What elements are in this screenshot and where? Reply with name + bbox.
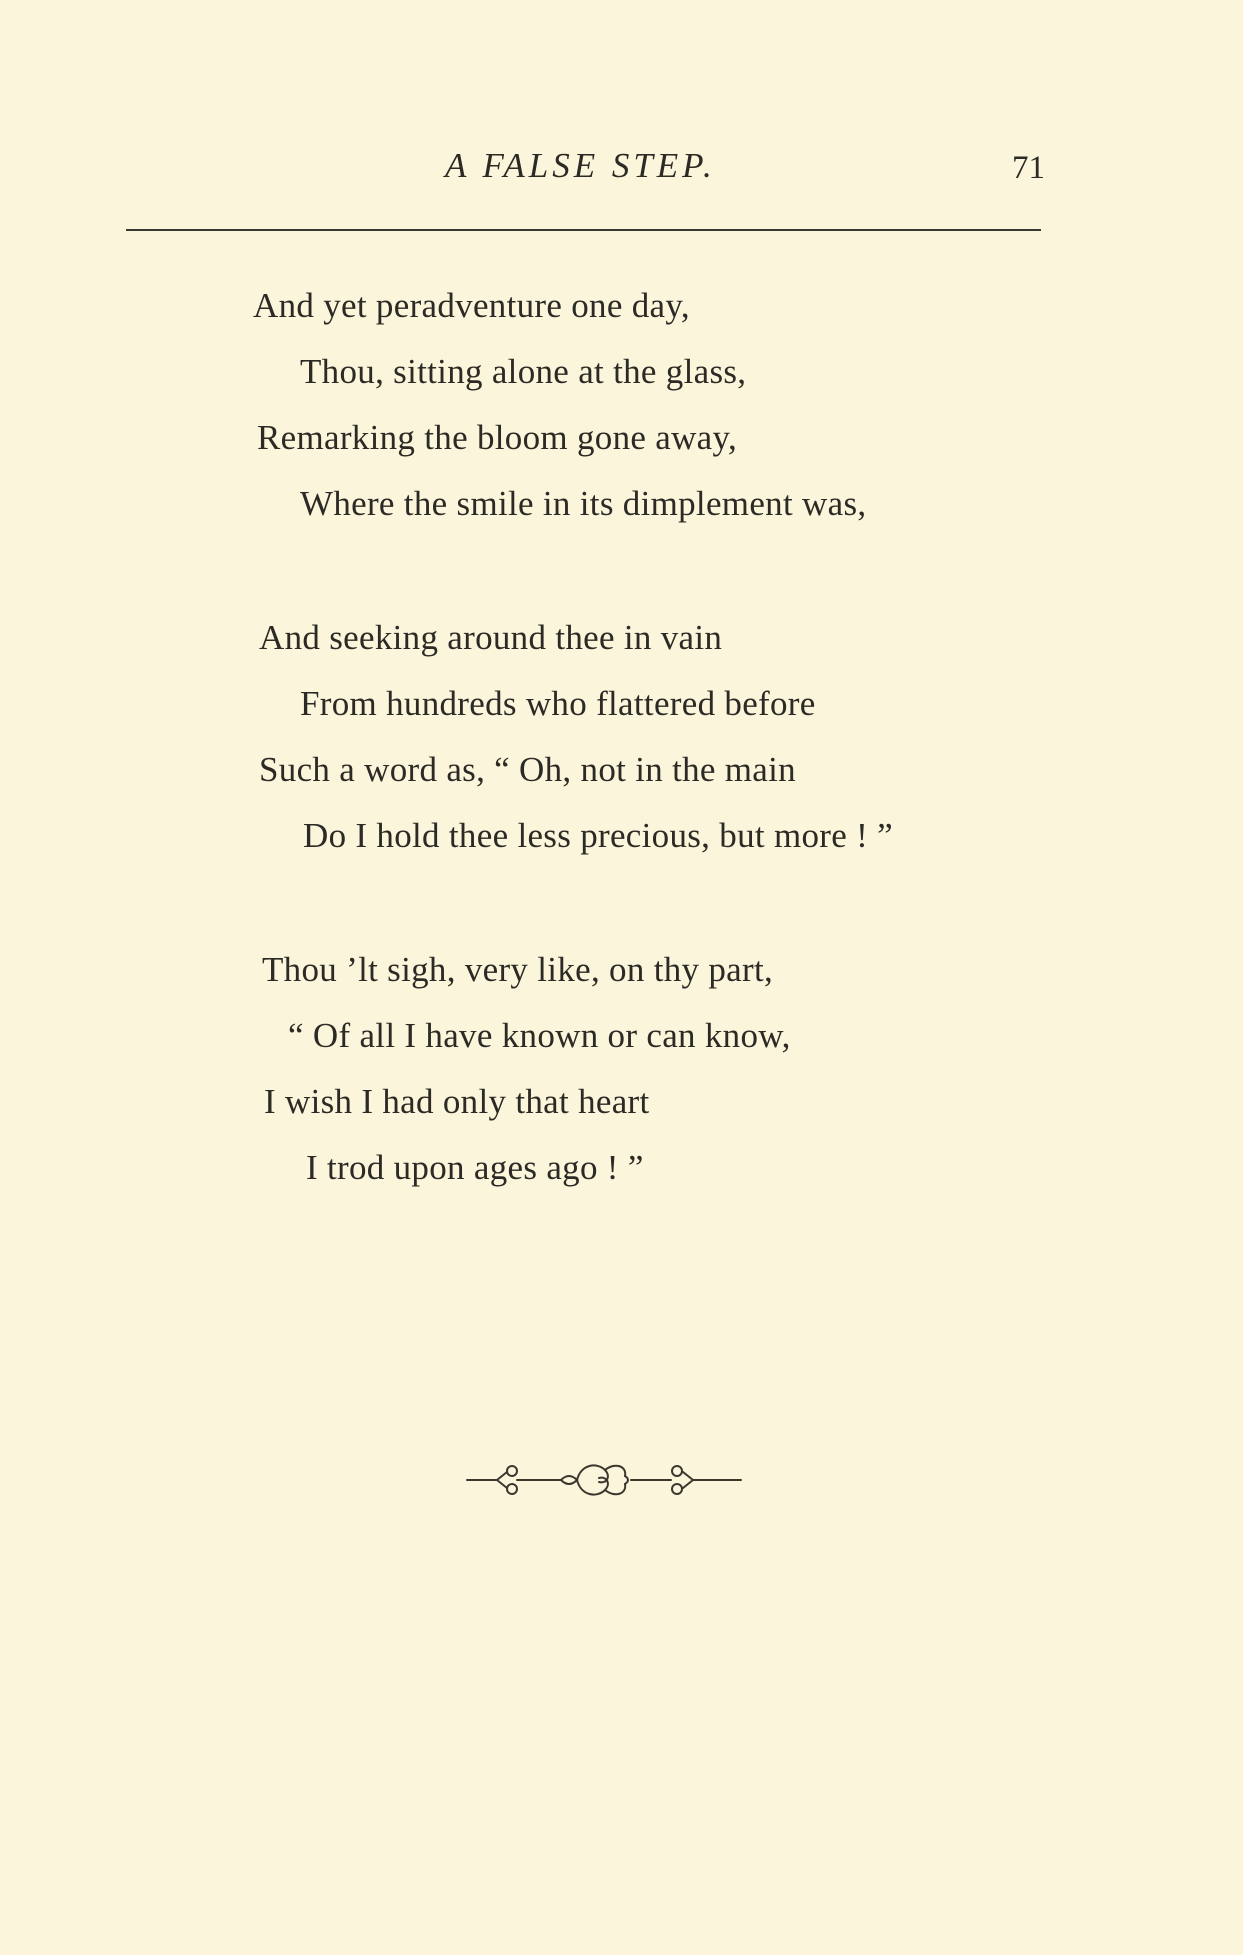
running-head bbox=[0, 146, 1243, 196]
poem-line: Do I hold thee less precious, but more ! ” bbox=[303, 816, 893, 855]
poem-line: Where the smile in its dimplement was, bbox=[300, 484, 867, 523]
poem-line: Thou ’lt sigh, very like, on thy part, bbox=[262, 950, 774, 989]
page-number: 71 bbox=[1012, 150, 1045, 186]
poem-line: And yet peradventure one day, bbox=[253, 286, 690, 325]
poem-line: I wish I had only that heart bbox=[264, 1082, 650, 1121]
poem-line: Remarking the bloom gone away, bbox=[257, 418, 738, 457]
poem-line: Thou, sitting alone at the glass, bbox=[300, 352, 747, 391]
poem-line: “ Of all I have known or can know, bbox=[288, 1016, 791, 1055]
tailpiece-ornament-icon bbox=[465, 1458, 745, 1498]
poem-line: I trod upon ages ago ! ” bbox=[306, 1148, 644, 1187]
poem-line: Such a word as, “ Oh, not in the main bbox=[259, 750, 796, 789]
running-title: A FALSE STEP. bbox=[445, 146, 716, 185]
poem-line: And seeking around thee in vain bbox=[259, 618, 723, 657]
header-rule bbox=[126, 229, 1041, 231]
poem-line: From hundreds who flattered before bbox=[300, 684, 816, 723]
